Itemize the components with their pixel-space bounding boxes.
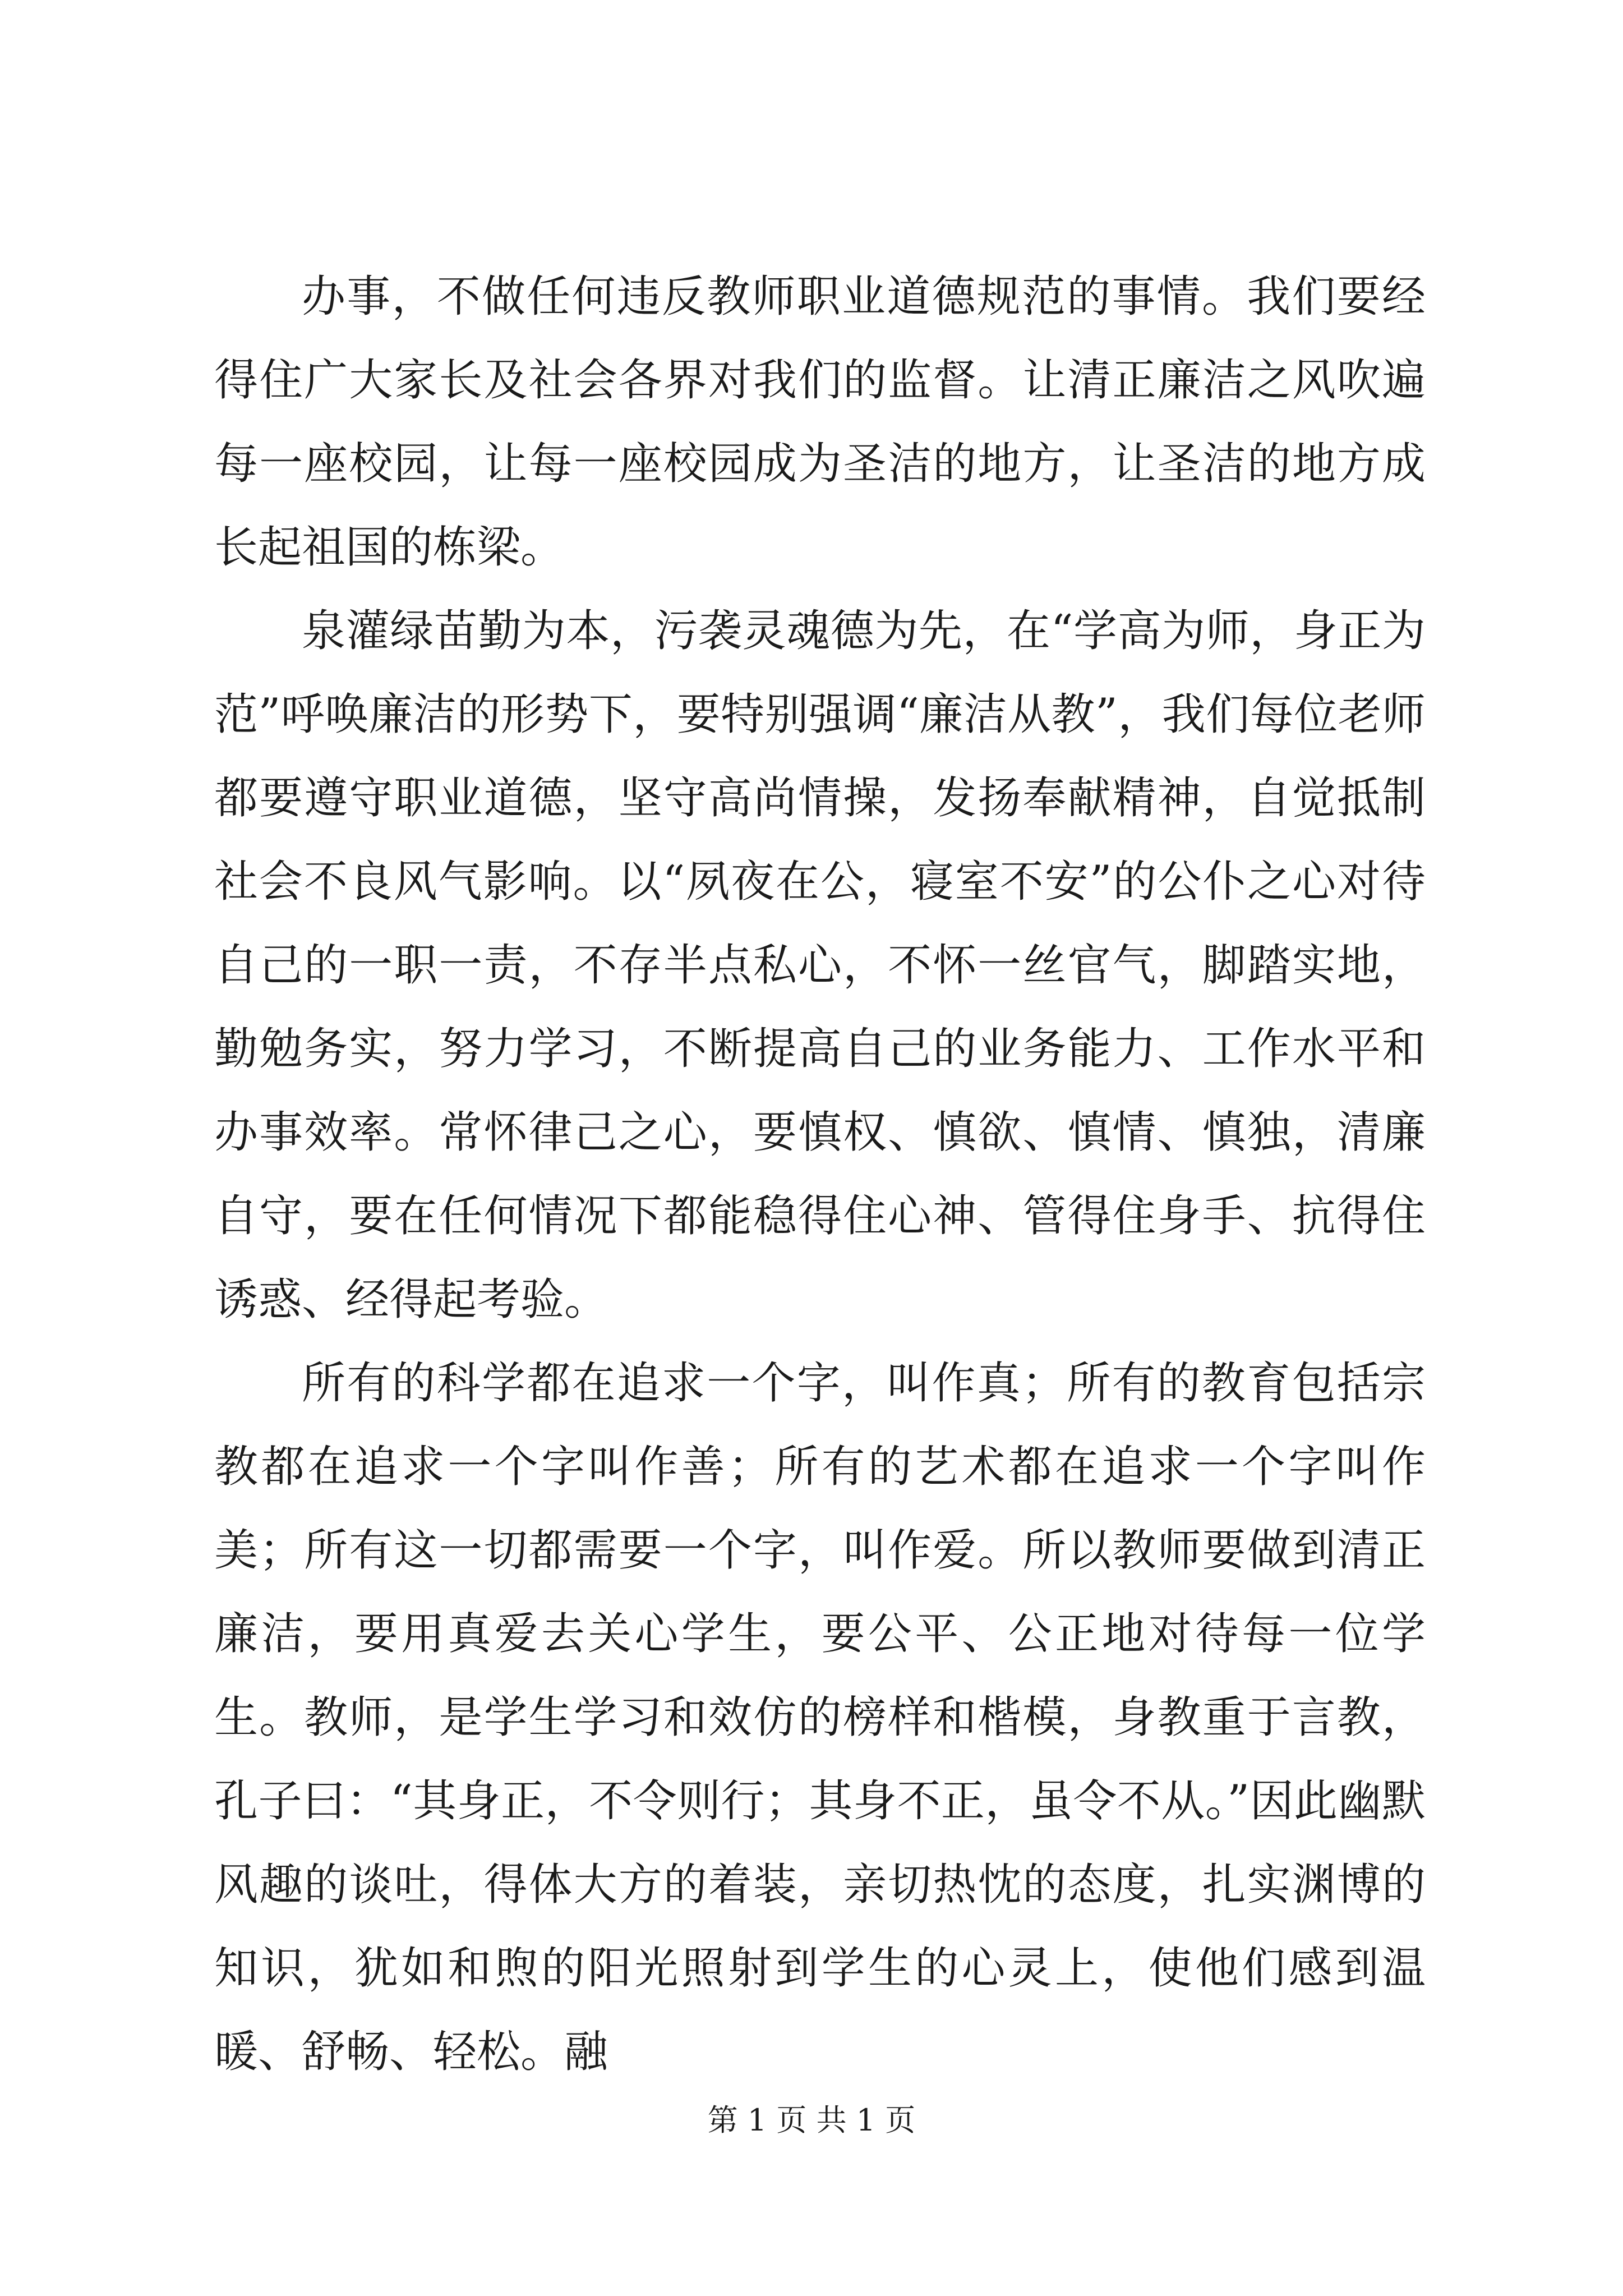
page-number-label: 第 1 页 共 1 页 [707,2102,916,2138]
paragraph: 办事，不做任何违反教师职业道德规范的事情。我们要经得住广大家长及社会各界对我们的监督。让清正廉洁之风吹遍每一座校园，让每一座校园成为圣洁的地方，让圣洁的地方成长起祖国的栋梁。 [214,272,1426,573]
document-body [214,255,1426,2094]
paragraph: 泉灌绿苗勤为本，污袭灵魂德为先，在“学高为师，身正为范”呼唤廉洁的形势下，要特别强调“廉洁从教”，我们每位老师都要遵守职业道德，坚守高尚情操，发扬奉献精神，自觉抵制社会不良风气影响。以“夙夜在公，寝室不安”的公仆之心对待自己的一职一责，不存半点私心，不怀一丝官气，脚踏实地，勤勉务实，努力学习，不断提高自己的业务能力、工作水平和办事效率。常怀律己之心，要慎权、慎欲、慎情、慎独，清廉自守，要在任何情况下都能稳得住心神、管得住身手、抗得住诱惑、经得起考验。 [214,606,1426,1325]
page-footer [0,2101,1623,2140]
paragraph: 所有的科学都在追求一个字，叫作真；所有的教育包括宗教都在追求一个字叫作善；所有的艺术都在追求一个字叫作美；所有这一切都需要一个字，叫作爱。所以教师要做到清正廉洁，要用真爱去关心学生，要公平、公正地对待每一位学生。教师，是学生学习和效仿的榜样和楷模，身教重于言教，孔子曰：“其身正，不令则行；其身不正，虽令不从。”因此幽默风趣的谈吐，得体大方的着装，亲切热忱的态度，扎实渊博的知识，犹如和煦的阳光照射到学生的心灵上，使他们感到温暖、舒畅、轻松。融 [214,1358,1426,2077]
